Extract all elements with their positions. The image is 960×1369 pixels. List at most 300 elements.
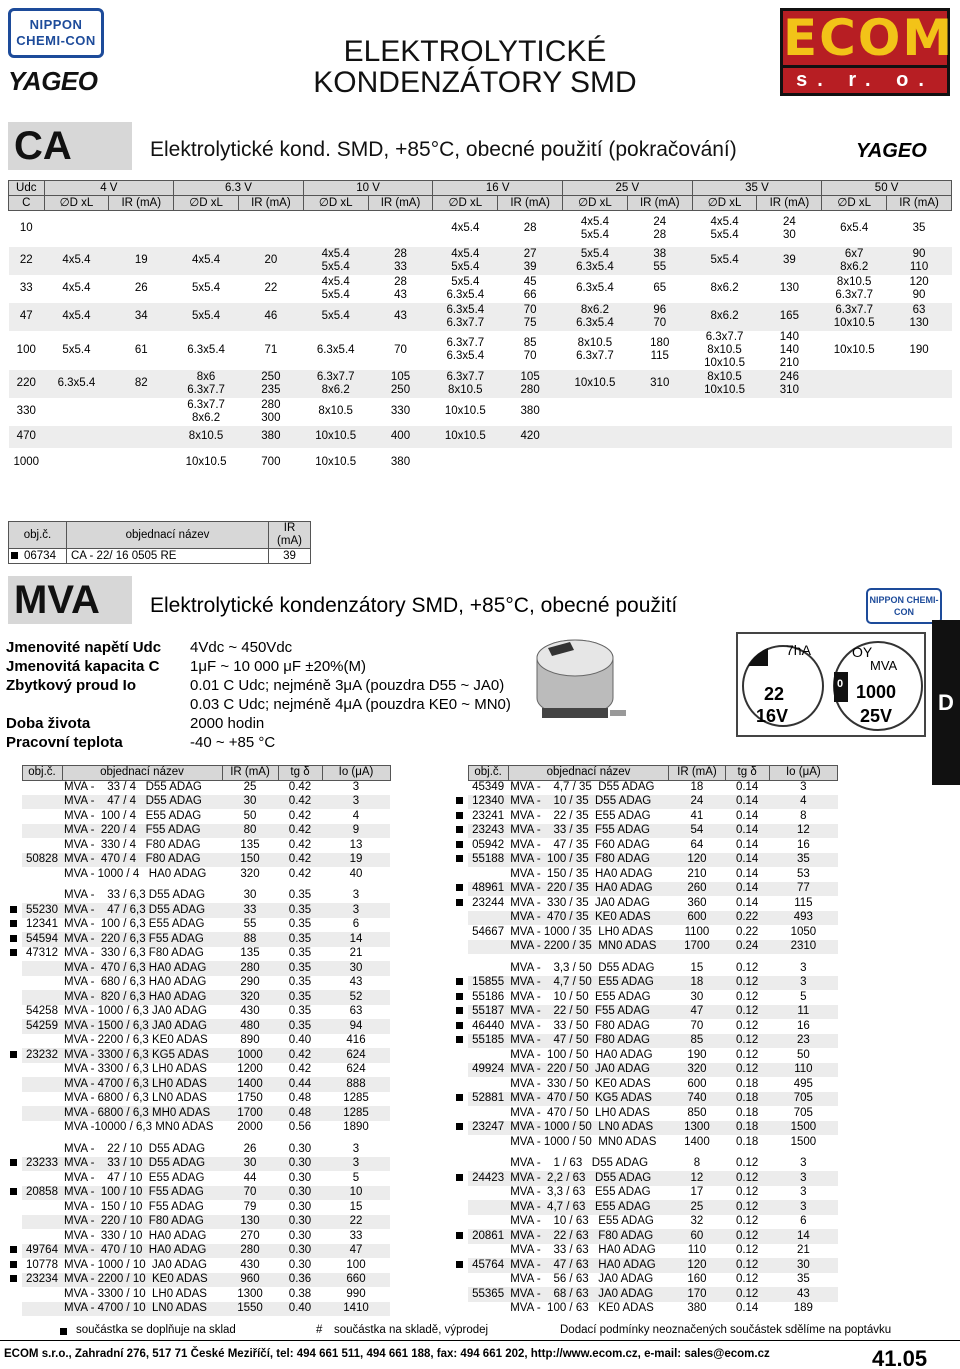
order-number <box>22 1034 62 1049</box>
order-name: MVA - 3,3 / 63 E55 ADAG <box>510 1186 651 1199</box>
mva-table-row[interactable] <box>8 809 390 824</box>
order-number: 47312 <box>26 947 58 960</box>
spec-cell <box>887 426 952 448</box>
stock-marker <box>8 1106 22 1121</box>
capacity-cell: 330 <box>16 405 36 417</box>
spec-cell <box>563 426 628 448</box>
spec-cell: 43 <box>368 303 433 331</box>
order-name: MVA - 33 / 35 F55 ADAG <box>508 824 669 839</box>
mva-table-row[interactable] <box>8 1034 390 1049</box>
mva-table-row[interactable] <box>8 1106 390 1121</box>
ripple-current: 1400 <box>222 1077 278 1092</box>
mva-table-row[interactable] <box>454 1077 838 1092</box>
order-name: MVA - 3300 / 6,3 LH0 ADAS <box>64 1063 207 1076</box>
ca-order-name: CA - 22/ 16 0505 RE <box>67 549 269 564</box>
ripple-current: 1700 <box>669 940 725 955</box>
column-header-cell: IR (mA) <box>627 196 692 211</box>
order-id-text: 06734 <box>24 549 56 562</box>
spec-cell: 70 75 <box>498 303 563 331</box>
spacer-cell <box>8 882 390 889</box>
mva-table-row[interactable] <box>454 976 838 991</box>
mva-table-row[interactable] <box>8 1157 390 1172</box>
spec-label: Jmenovitá kapacita C <box>6 658 160 675</box>
tan-delta: 0.24 <box>725 940 769 955</box>
column-header-cell: ∅D xL <box>822 196 887 211</box>
leakage-current: 14 <box>769 1229 837 1244</box>
mva-table-row[interactable] <box>8 947 390 962</box>
tan-delta: 0.12 <box>725 1063 769 1078</box>
leakage-current: 30 <box>769 1258 837 1273</box>
mva-table-row[interactable] <box>454 853 838 868</box>
leakage-current: 1500 <box>790 1135 817 1148</box>
ripple-current: 32 <box>690 1215 704 1228</box>
ripple-current: 120 <box>669 853 725 868</box>
order-number <box>22 889 62 904</box>
leakage-current: 100 <box>346 1258 366 1271</box>
ripple-current: 290 <box>240 976 260 989</box>
mva-header-cell: objednací název <box>508 766 669 781</box>
column-header-cell: IR (mA) <box>368 196 433 211</box>
stock-bullet-icon <box>456 1094 463 1101</box>
leakage-current: 14 <box>322 932 390 947</box>
marking-polarity: 0 <box>837 678 844 690</box>
mva-table-row[interactable] <box>8 780 390 795</box>
mva-table-row[interactable] <box>454 1121 838 1136</box>
leakage-current: 3 <box>769 1171 837 1186</box>
mva-table-row[interactable] <box>454 1186 838 1201</box>
spec-cell <box>44 426 109 448</box>
order-number: 55185 <box>468 1034 508 1049</box>
mva-header-cell: objednací název <box>62 766 222 781</box>
mva-table-row[interactable] <box>8 932 390 947</box>
ripple-current: 79 <box>243 1200 257 1213</box>
order-number <box>468 1302 508 1317</box>
tan-delta: 0.30 <box>288 1171 312 1184</box>
ripple-current: 1200 <box>237 1063 263 1076</box>
tan-delta: 0.48 <box>288 1092 312 1105</box>
mva-table-row[interactable] <box>454 1171 838 1186</box>
stock-bullet-icon <box>10 1275 17 1282</box>
page-number: 41.05 <box>872 1346 928 1369</box>
mva-table-row[interactable] <box>8 1092 390 1107</box>
mva-table-row[interactable] <box>454 1287 838 1302</box>
ripple-current: 26 <box>243 1142 257 1155</box>
ripple-current: 190 <box>687 1048 707 1061</box>
order-name: MVA - 220 / 10 F80 ADAG <box>62 1215 222 1230</box>
spec-cell: 70 <box>394 343 407 356</box>
stock-marker <box>8 1287 22 1302</box>
mva-table-row[interactable] <box>8 918 390 933</box>
mva-table-row[interactable] <box>454 1034 838 1049</box>
spec-cell: 6.3x7.7 8x6.2 <box>303 370 368 398</box>
order-name: MVA - 47 / 10 E55 ADAG <box>64 1171 205 1184</box>
order-name: MVA - 470 / 50 LH0 ADAS <box>510 1106 650 1119</box>
order-number <box>22 824 62 839</box>
leakage-current: 3 <box>769 976 837 991</box>
mva-table-row[interactable] <box>454 1106 838 1121</box>
order-name: MVA - 22 / 63 F80 ADAG <box>508 1229 669 1244</box>
mva-table-row[interactable] <box>8 1287 390 1302</box>
spec-cell: 190 <box>909 343 929 356</box>
stock-marker <box>8 780 22 795</box>
stock-bullet-icon <box>10 949 17 956</box>
ripple-current: 60 <box>669 1229 725 1244</box>
tan-delta: 0.12 <box>735 1048 759 1061</box>
ripple-current: 12 <box>669 1171 725 1186</box>
column-header-cell: IR (mA) <box>238 196 303 211</box>
mva-table-row[interactable] <box>454 990 838 1005</box>
spec-cell: 4x5.4 <box>44 247 109 275</box>
stock-marker <box>454 795 468 810</box>
tan-delta: 0.22 <box>735 925 759 938</box>
spec-cell <box>109 211 174 247</box>
tan-delta: 0.35 <box>288 947 312 960</box>
stock-marker <box>8 990 22 1005</box>
order-number: 55186 <box>472 990 505 1003</box>
ripple-current: 260 <box>669 882 725 897</box>
footer-address: ECOM s.r.o., Zahradní 276, 517 71 České Meziříčí, tel: 494 661 511, 494 661 188, fax: 494 661 202, http://www.ecom.cz, e-mail: sales@ecom.cz <box>4 1348 770 1360</box>
stock-marker <box>8 795 22 810</box>
mva-table-row[interactable] <box>8 795 390 810</box>
ripple-current: 135 <box>240 838 260 851</box>
order-name: MVA - 4700 / 10 LN0 ADAS <box>62 1302 222 1317</box>
title-line-2: KONDENZÁTORY SMD <box>313 66 637 99</box>
stock-marker <box>8 1171 22 1186</box>
tan-delta: 0.42 <box>278 795 322 810</box>
marking-right-cap: 1000 <box>856 682 897 702</box>
mva-table-row[interactable] <box>8 1302 390 1317</box>
order-number <box>468 867 508 882</box>
tan-delta: 0.42 <box>278 824 322 839</box>
spec-cell <box>498 448 563 478</box>
mva-table-row[interactable] <box>454 1019 838 1034</box>
mva-table-row[interactable] <box>8 1186 390 1201</box>
mva-table-row[interactable] <box>8 824 390 839</box>
order-name: MVA - 470 / 35 KE0 ADAS <box>508 911 669 926</box>
ca-table-row <box>9 331 952 370</box>
tan-delta: 0.12 <box>725 1005 769 1020</box>
stock-bullet-icon <box>456 1022 463 1029</box>
mva-table-row[interactable] <box>8 853 390 868</box>
stock-marker <box>454 1171 468 1186</box>
mva-table-row[interactable] <box>8 838 390 853</box>
spec-cell: 35 <box>912 222 926 235</box>
stock-bullet-icon <box>456 1232 463 1239</box>
tan-delta: 0.56 <box>288 1121 312 1134</box>
mva-table-row[interactable] <box>8 1019 390 1034</box>
tan-delta: 0.18 <box>725 1092 769 1107</box>
stock-marker <box>8 889 22 904</box>
leakage-current: 624 <box>346 1063 366 1076</box>
col-objc: obj.č. <box>9 522 67 549</box>
mva-table-row[interactable] <box>8 1215 390 1230</box>
order-number: 54594 <box>22 932 62 947</box>
leakage-current: 40 <box>349 867 363 880</box>
order-name: MVA - 1000 / 10 JA0 ADAG <box>64 1258 207 1271</box>
order-name: MVA - 22 / 50 F55 ADAG <box>508 1005 669 1020</box>
ca-table-row <box>9 448 952 478</box>
column-header-cell: ∅D xL <box>44 196 109 211</box>
ca-table-row <box>9 426 952 448</box>
ca-table-row <box>9 370 952 398</box>
mva-table-row[interactable] <box>8 1258 390 1273</box>
tan-delta: 0.30 <box>278 1215 322 1230</box>
mva-table-row[interactable] <box>454 1092 838 1107</box>
stock-marker <box>454 1302 468 1317</box>
leakage-current: 115 <box>794 896 813 909</box>
order-name: MVA - 47 / 6,3 D55 ADAG <box>62 903 222 918</box>
column-header-cell: ∅D xL <box>433 196 498 211</box>
leakage-current: 43 <box>349 976 363 989</box>
spec-cell: 4x5.4 5x5.4 <box>710 215 739 241</box>
voltage-header-cell: 6.3 V <box>174 181 304 196</box>
order-name: MVA - 470 / 6,3 HA0 ADAG <box>62 961 222 976</box>
order-name: MVA - 33 / 63 HA0 ADAG <box>510 1244 656 1257</box>
mva-table-row[interactable] <box>8 1063 390 1078</box>
ca-table-row <box>9 303 952 331</box>
leakage-current: 53 <box>796 867 810 880</box>
stock-marker <box>454 867 468 882</box>
mva-table-row[interactable] <box>454 1005 838 1020</box>
mva-table-row[interactable] <box>8 1171 390 1186</box>
mva-table-row[interactable] <box>454 795 838 810</box>
footer-divider <box>0 1340 960 1341</box>
spec-cell: 4x5.4 <box>62 282 91 294</box>
page-title <box>240 36 710 98</box>
spec-cell: 5x5.4 6.3x5.4 <box>563 247 628 275</box>
mva-table-row[interactable] <box>8 1244 390 1259</box>
mva-table-row[interactable] <box>454 896 838 911</box>
mva-table-row[interactable] <box>8 889 390 904</box>
spec-cell: 5x5.4 <box>692 247 757 275</box>
mva-table-row[interactable] <box>454 1302 838 1317</box>
spec-cell <box>44 211 109 247</box>
leakage-current: 8 <box>800 809 807 822</box>
mva-table-row[interactable] <box>454 1157 838 1172</box>
stock-marker <box>454 1215 468 1230</box>
leakage-current: 5 <box>800 990 807 1003</box>
order-number <box>22 1302 62 1317</box>
tan-delta: 0.12 <box>725 1229 769 1244</box>
stock-marker <box>454 1186 468 1201</box>
order-number: 20858 <box>22 1186 62 1201</box>
mva-table-row[interactable] <box>8 1005 390 1020</box>
mva-table-row[interactable] <box>454 1258 838 1273</box>
order-number <box>468 1106 508 1121</box>
mva-table-row[interactable] <box>8 1142 390 1157</box>
stock-bullet-icon <box>456 1007 463 1014</box>
order-name: MVA - 56 / 63 JA0 ADAG <box>510 1273 654 1286</box>
leakage-current: 990 <box>346 1287 366 1300</box>
mva-table-row[interactable] <box>454 1063 838 1078</box>
leakage-current: 3 <box>352 781 360 793</box>
spec-cell <box>887 448 952 478</box>
mva-table-row[interactable] <box>454 1244 838 1259</box>
order-number <box>468 940 508 955</box>
ca-table-row <box>9 275 952 303</box>
nippon-chemicon-logo-small: NIPPON CHEMI-CON <box>866 588 942 624</box>
spacer-cell <box>454 1150 838 1157</box>
mva-table-row[interactable] <box>454 838 838 853</box>
mva-header-cell: obj.č. <box>22 766 62 781</box>
mva-table-row[interactable] <box>8 961 390 976</box>
ripple-current: 55 <box>243 918 257 931</box>
mva-table-row[interactable] <box>454 940 838 955</box>
spec-cell: 105 280 <box>498 370 563 398</box>
tan-delta: 0.30 <box>278 1244 322 1259</box>
ca-order-row[interactable] <box>9 549 311 564</box>
tan-delta: 0.14 <box>735 896 759 909</box>
mva-table-row[interactable] <box>454 824 838 839</box>
capacity-cell: 100 <box>16 343 36 356</box>
spec-cell <box>433 448 498 478</box>
order-name: MVA - 33 / 10 D55 ADAG <box>62 1157 222 1172</box>
voltage-header-cell: 16 V <box>433 181 563 196</box>
leakage-current: 3 <box>352 889 360 902</box>
tan-delta: 0.42 <box>288 809 312 822</box>
stock-bullet-icon <box>456 797 463 804</box>
stock-marker <box>8 1258 22 1273</box>
voltage-header-cell: 10 V <box>303 181 433 196</box>
spec-cell <box>627 426 692 448</box>
spec-cell <box>303 211 368 247</box>
mva-table-row[interactable] <box>454 882 838 897</box>
spec-cell: 10x10.5 <box>563 370 628 398</box>
mva-table-row[interactable] <box>8 1121 390 1136</box>
ripple-current: 70 <box>690 1019 704 1032</box>
capacity-cell: 470 <box>9 426 45 448</box>
mva-table-row[interactable] <box>8 903 390 918</box>
leakage-current: 4 <box>769 795 837 810</box>
spec-cell <box>692 398 757 426</box>
stock-marker <box>454 990 468 1005</box>
mva-table-row[interactable] <box>454 1229 838 1244</box>
mva-table-row[interactable] <box>454 780 838 795</box>
spec-cell: 6.3x7.7 10x10.5 <box>822 303 887 331</box>
spec-cell: 700 <box>261 456 281 468</box>
mva-table-row[interactable] <box>454 911 838 926</box>
order-number: 55365 <box>468 1287 508 1302</box>
spec-cell: 4x5.4 5x5.4 <box>433 247 498 275</box>
mva-table-row[interactable] <box>8 990 390 1005</box>
ripple-current: 30 <box>690 990 704 1003</box>
spec-value: 0.01 C Udc; nejméně 3μA (pouzdra D55 ~ JA0) <box>190 677 505 694</box>
spec-cell: 6.3x5.4 <box>316 343 355 356</box>
header-spacer <box>454 766 468 781</box>
mva-table-row[interactable] <box>454 867 838 882</box>
ripple-current: 8 <box>693 1157 701 1170</box>
stock-marker <box>8 1077 22 1092</box>
mva-table-row[interactable] <box>8 1229 390 1244</box>
ca-spec-table <box>8 180 952 478</box>
mva-table-row[interactable] <box>8 1200 390 1215</box>
col-name: objednací název <box>67 522 269 549</box>
mva-table-row[interactable] <box>454 1200 838 1215</box>
tan-delta: 0.12 <box>735 1244 759 1257</box>
capacity-cell: 47 <box>9 303 45 331</box>
spec-cell: 28 <box>523 222 537 235</box>
order-number <box>468 1048 508 1063</box>
tan-delta: 0.18 <box>735 1135 759 1148</box>
spec-cell: 380 <box>390 456 411 468</box>
tan-delta: 0.14 <box>735 781 759 793</box>
mva-table-row[interactable] <box>454 1215 838 1230</box>
spec-cell: 8x10.5 6.3x7.7 <box>576 337 614 362</box>
mva-table-row[interactable] <box>454 961 838 976</box>
order-name: MVA - 680 / 6,3 HA0 ADAG <box>64 976 207 989</box>
order-number <box>468 961 508 976</box>
ripple-current: 1550 <box>222 1302 278 1317</box>
spec-cell: 380 <box>238 426 303 448</box>
stock-marker <box>454 1287 468 1302</box>
leakage-current: 12 <box>769 824 837 839</box>
stock-marker <box>454 1273 468 1288</box>
spec-cell <box>822 370 887 398</box>
ripple-current: 110 <box>687 1244 707 1257</box>
leakage-current: 1050 <box>790 925 817 938</box>
mva-table-row[interactable] <box>8 867 390 882</box>
mva-table-row[interactable] <box>454 1135 838 1150</box>
col-ir: IR (mA) <box>269 522 311 549</box>
mva-table-row[interactable] <box>454 1048 838 1063</box>
spec-cell: 10x10.5 <box>433 426 498 448</box>
ripple-current: 1100 <box>684 925 710 938</box>
stock-marker <box>8 809 22 824</box>
order-number <box>468 1135 508 1150</box>
voltage-header-cell: 50 V <box>822 181 952 196</box>
spec-cell: 6.3x7.7 8x6.2 <box>187 398 225 424</box>
order-name: MVA - 68 / 63 JA0 ADAG <box>508 1287 669 1302</box>
mva-table-row[interactable] <box>454 809 838 824</box>
ripple-current: 1300 <box>669 1121 725 1136</box>
order-number: 23243 <box>468 824 508 839</box>
order-name: MVA - 3300 / 6,3 KG5 ADAS <box>62 1048 222 1063</box>
mva-table-row[interactable] <box>454 1273 838 1288</box>
spec-label: Jmenovité napětí Udc <box>6 639 162 656</box>
spec-cell: 8x6.2 <box>692 303 757 331</box>
column-header-cell: ∅D xL <box>174 196 239 211</box>
ripple-current: 120 <box>669 1258 725 1273</box>
spec-cell: 46 <box>238 303 303 331</box>
mva-header-cell: obj.č. <box>468 766 508 781</box>
mva-table-row[interactable] <box>8 1048 390 1063</box>
mva-table-row[interactable] <box>8 976 390 991</box>
mva-table-row[interactable] <box>454 925 838 940</box>
ripple-current: 80 <box>222 824 278 839</box>
spec-cell: 71 <box>264 343 278 356</box>
stock-marker <box>454 1019 468 1034</box>
order-number <box>22 1229 62 1244</box>
stock-marker <box>8 1200 22 1215</box>
mva-table-row[interactable] <box>8 1077 390 1092</box>
mva-header-cell: IR (mA) <box>669 766 725 781</box>
order-number <box>22 1106 62 1121</box>
stock-marker <box>8 838 22 853</box>
stock-bullet-icon <box>456 855 463 862</box>
order-number <box>22 780 62 795</box>
stock-marker <box>8 853 22 868</box>
spec-cell <box>109 448 174 478</box>
group-spacer <box>8 882 390 889</box>
leakage-current: 2310 <box>769 940 837 955</box>
tan-delta: 0.36 <box>278 1273 322 1288</box>
capacity-cell: 22 <box>9 247 45 275</box>
mva-header-cell: IR (mA) <box>222 766 278 781</box>
ripple-current: 740 <box>669 1092 725 1107</box>
leakage-current: 1285 <box>343 1092 369 1105</box>
order-number: 24423 <box>468 1171 508 1186</box>
mva-table-row[interactable] <box>8 1273 390 1288</box>
